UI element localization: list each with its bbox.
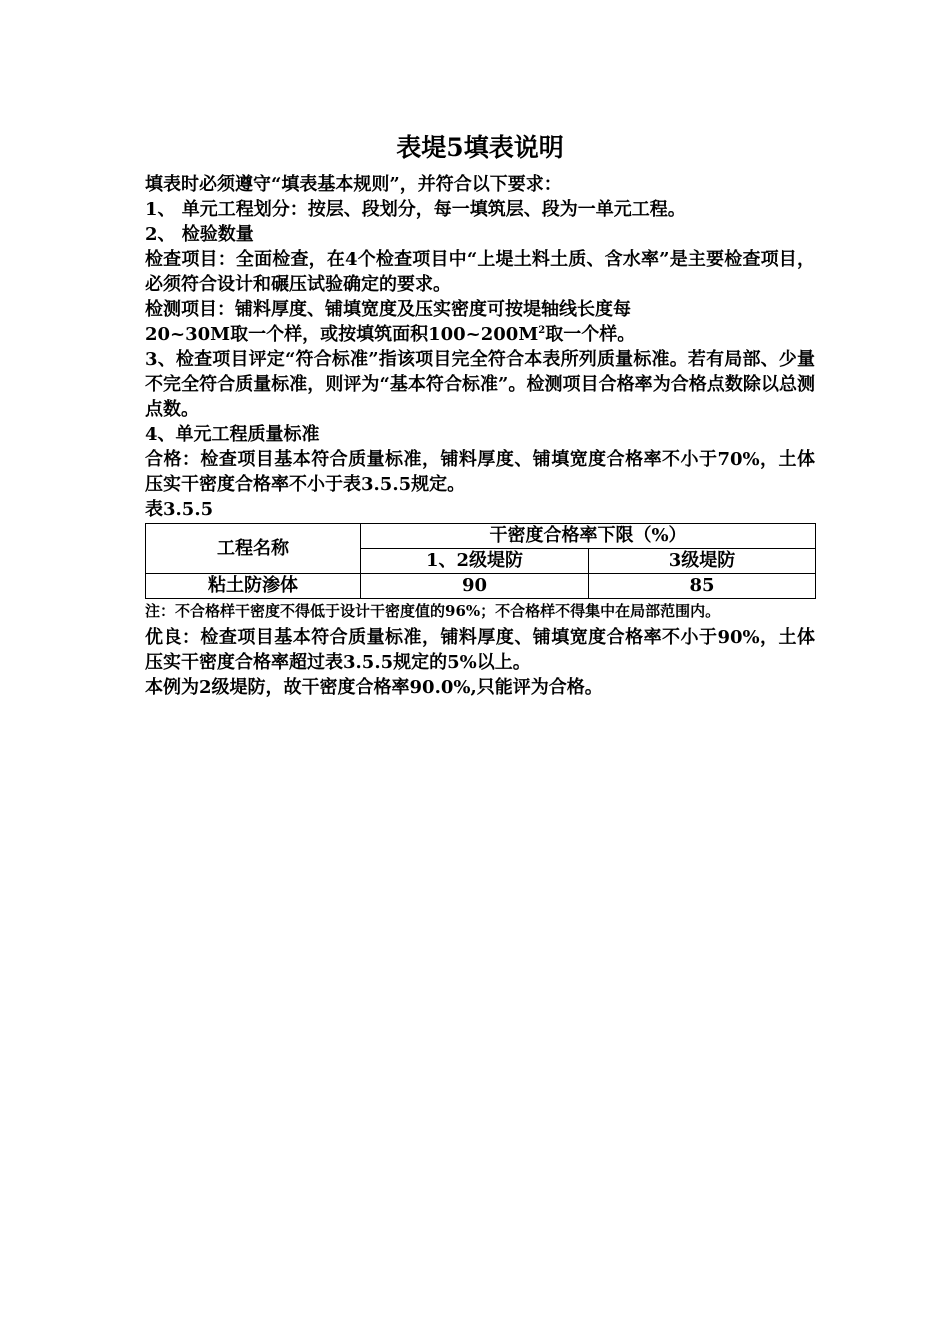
header-grade-3-levee: 3级堤防 bbox=[589, 549, 816, 574]
document-title: 表堤5填表说明 bbox=[396, 133, 564, 162]
inspection-items-text: 检查项目：全面检查，在4个检查项目中“上堤土料土质、含水率”是主要检查项目，必须符合设计和碾压试验确定的要求。 bbox=[145, 249, 815, 295]
cell-grade-1-2-value: 90 bbox=[361, 574, 589, 599]
header-grade-1-2-levee: 1、2级堤防 bbox=[361, 549, 589, 574]
testing-items-line-2 bbox=[145, 322, 815, 347]
table-note: 注：不合格样干密度不得低于设计干密度值的96%；不合格样不得集中在局部范围内。 bbox=[145, 602, 721, 620]
dry-density-table bbox=[145, 523, 816, 599]
testing-items-line-2-post: 取一个样。 bbox=[545, 324, 636, 345]
cell-clay-seepage-body: 粘土防渗体 bbox=[146, 574, 361, 599]
section-2-heading: 2、 检验数量 bbox=[145, 224, 254, 245]
pass-standard-text: 合格：检查项目基本符合质量标准，铺料厚度、铺填宽度合格率不小于70%，土体压实干密度合格率不小于表3.5.5规定。 bbox=[145, 449, 815, 495]
intro-text: 填表时必须遵守“填表基本规则”，并符合以下要求： bbox=[145, 174, 562, 195]
excellent-standard-text: 优良：检查项目基本符合质量标准，铺料厚度、铺填宽度合格率不小于90%，土体压实干密度合格率超过表3.5.5规定的5%以上。 bbox=[145, 627, 815, 673]
table-header-row bbox=[146, 524, 816, 549]
section-1-text: 1、 单元工程划分：按层、段划分，每一填筑层、段为一单元工程。 bbox=[145, 199, 686, 220]
header-dry-density-pass-rate: 干密度合格率下限（%） bbox=[361, 524, 816, 549]
testing-items-line-2-pre: 20~30M取一个样，或按填筑面积100~200M bbox=[145, 324, 539, 345]
area-superscript: 2 bbox=[538, 325, 546, 336]
document-page bbox=[145, 128, 815, 700]
cell-grade-3-value: 85 bbox=[589, 574, 816, 599]
testing-items-line-1: 检测项目：铺料厚度、铺填宽度及压实密度可按堤轴线长度每 bbox=[145, 299, 631, 320]
section-4-heading: 4、单元工程质量标准 bbox=[145, 424, 320, 445]
section-3-text: 3、检查项目评定“符合标准”指该项目完全符合本表所列质量标准。若有局部、少量不完全符合质量标准，则评为“基本符合标准”。检测项目合格率为合格点数除以总测点数。 bbox=[145, 349, 815, 420]
table-caption: 表3.5.5 bbox=[145, 499, 214, 520]
conclusion-text: 本例为2级堤防，故干密度合格率90.0%,只能评为合格。 bbox=[145, 677, 603, 698]
table-row bbox=[146, 574, 816, 599]
header-project-name: 工程名称 bbox=[146, 524, 361, 574]
